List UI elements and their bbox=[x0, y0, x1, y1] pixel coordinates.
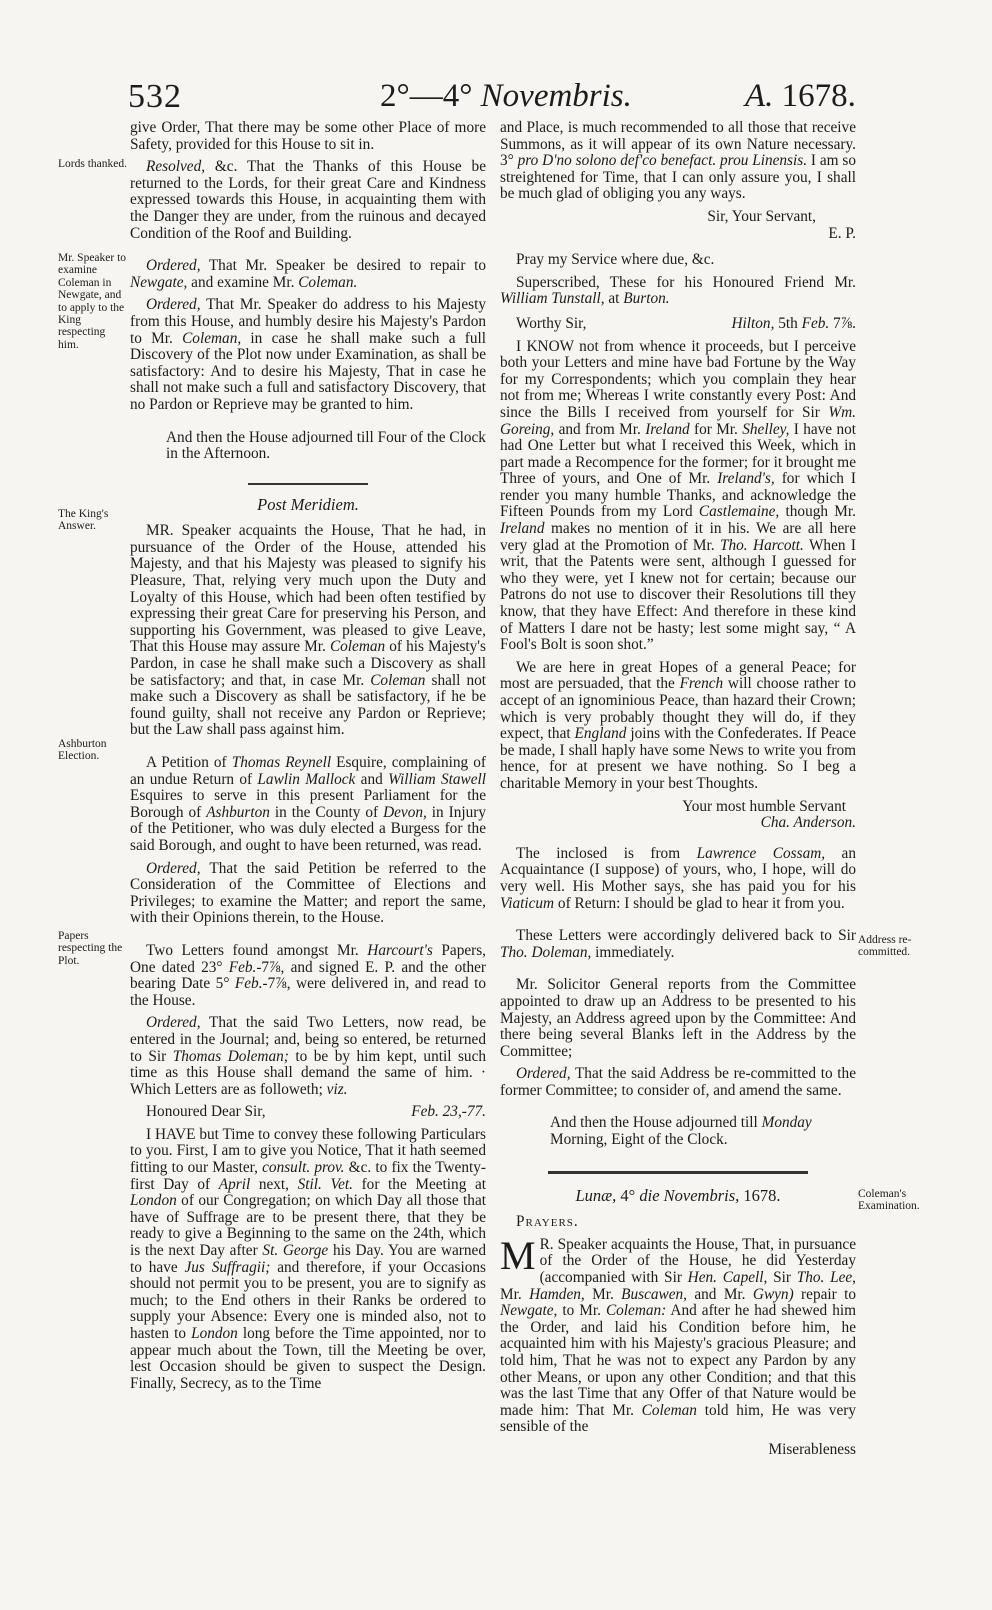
paragraph: Ordered, That the said Petition be referred to the Consideration of the Committee of Elections and Privileges; to examine the Matter; and report the same, with their Opinions therein, to the House. bbox=[130, 859, 486, 927]
letter-signoff: Sir, Your Servant, bbox=[707, 207, 816, 225]
running-title: 2°—4° Novembris. bbox=[380, 78, 632, 114]
superscription: Superscribed, These for his Honoured Friend Mr. William Tunstall, at Burton. bbox=[500, 273, 856, 308]
adjournment: And then the House adjourned till Four of the Clock in the Afternoon. bbox=[166, 428, 486, 463]
page-number: 532 bbox=[128, 78, 182, 115]
letter-body: and Place, is much recommended to all those that receive Summons, as it will appear of its own Nature necessary. 3° pro D'no solono def'co benefact. prou Linensis. I am so streightened for Time, that I can only assure you, I shall be much glad of obliging you any ways. bbox=[500, 119, 856, 203]
section-rule bbox=[548, 1171, 808, 1174]
margin-note-coleman: Coleman's Examination. bbox=[858, 1188, 920, 1213]
section-rule bbox=[248, 483, 368, 485]
margin-note-ashburton: Ashburton Election. bbox=[58, 738, 107, 763]
paragraph: M R. Speaker acquaints the House, That, in pursuance of the Order of the House, he did Yesterday (accompanied with Sir Hen. Capell, Sir Tho. Lee, Mr. Hamden, Mr. Buscawen, and Mr. Gwyn) repair to Newgate, to Mr. Coleman: And after he had shewed him the Order, and laid his Condition before him, he acquainted him with his Majesty's gracious Pleasure; and told him, That he was not to expect any Pardon by any other Means, or upon any other Condition; and that this was the last Time that any Offer of that Nature would be made him: That Mr. Coleman told him, He was very sensible of the bbox=[500, 1232, 857, 1436]
letter-salutation: Honoured Dear Sir, Feb. 23,-77. bbox=[146, 1103, 486, 1121]
left-column bbox=[130, 120, 486, 1398]
adjournment: And then the House adjourned till Monday Morning, Eight of the Clock. bbox=[550, 1114, 812, 1149]
paragraph: Resolved, &c. That the Thanks of this House be returned to the Lords, for their great Care and Kindness expressed towards this House, in acquainting them with the Danger they are under, from the ruinous and decayed Condition of the Roof and Building. bbox=[130, 158, 486, 242]
paragraph: These Letters were accordingly delivered back to Sir Tho. Doleman, immediately. bbox=[500, 927, 856, 961]
margin-note-papers: Papers respecting the Plot. bbox=[58, 930, 123, 967]
paragraph: give Order, That there may be some other Place of more Safety, provided for this House to sit in. bbox=[130, 119, 486, 153]
letter-body: We are here in great Hopes of a general Peace; for most are persuaded, that the French will choose rather to accept of an ignominious Peace, than hazard their Crown; which is very probably thought they will do, if they expect, that England joins with the Confederates. If Peace be made, I shall haply have some News to write you from hence, for at present we have nothing. So I beg a charitable Memory in your best Thoughts. bbox=[500, 658, 856, 792]
postscript: Pray my Service where due, &c. bbox=[516, 251, 715, 269]
paragraph: Mr. Solicitor General reports from the Committee appointed to draw up an Address to be presented to his Majesty, an Address agreed upon by the Committee: And there being several Blanks left in the Address by the Committee; bbox=[500, 976, 856, 1060]
letter-body: I KNOW not from whence it proceeds, but I perceive both your Letters and mine have bad Fortune by the Way for my Correspondents; which you complain they hear not from me; Whereas I write constantly every Post: And since the Bills I received from yourself for Sir Wm. Goreing, and from Mr. Ireland for Mr. Shelley, I have not had One Letter but what I received this Week, which in part made a Recompence for the former; for it brought me Three of yours, and One of Mr. Ireland's, for which I render you many humble Thanks, and acknowledge the Fifteen Pounds from my Lord Castlemaine, though Mr. Ireland makes no mention of it in his. We are all here very glad at the Promotion of Mr. Tho. Harcott. When I writ, that the Patents were sent, although I guessed for who they were, yet I knew not for certain; because our Patrons do not use to discover their Resolutions till they know, that they have Effect: And therefore in these kind of Matters I dare not be hasty; lest some might say, “ A Fool's Bolt is soon shot.” bbox=[500, 337, 857, 654]
catchword: Miserableness bbox=[768, 1440, 856, 1458]
margin-note-address: Address re-committed. bbox=[858, 934, 912, 959]
paragraph: Ordered, That the said Two Letters, now read, be entered in the Journal; and, being so entered, be returned to Sir Thomas Doleman; to be by him kept, until such time as this House shall demand the same of him. · Which Letters are as followeth; viz. bbox=[130, 1014, 487, 1098]
right-column bbox=[500, 120, 856, 1459]
letter-signature: Cha. Anderson. bbox=[760, 814, 856, 832]
drop-capital: M bbox=[500, 1232, 536, 1278]
margin-note-kings-answer: The King's Answer. bbox=[58, 508, 109, 533]
section-heading: Lunæ, 4° die Novembris, 1678. bbox=[575, 1185, 781, 1205]
prayers-heading: Prayers. bbox=[516, 1213, 579, 1231]
letter-body: I HAVE but Time to convey these following Particulars to you. First, I am to give you Notice, That it hath seemed fitting to our Master, consult. prov. &c. to fix the Twenty-first Day of April next, Stil. Vet. for the Meeting at London of our Congregation; on which Day all those that have of Suffrage are to be present there, that they be ready to give a Beginning to the same on the 24th, which is the next Day after St. George his Day. You are warned to have Jus Suffragii; and therefore, if your Occasions should not permit you to be present, you are to signify as much; to the End others in their Ranks be ordered to supply your Absence: Every one is minded also, not to hasten to London long before the Time appointed, nor to appear much about the Town, till the Meeting be over, lest Occasion should be given to suspect the Design. Finally, Secrecy, as to the Time bbox=[130, 1125, 487, 1392]
section-heading: Post Meridiem. bbox=[257, 494, 359, 514]
letter-signature: E. P. bbox=[828, 224, 856, 242]
running-year: A. 1678. bbox=[745, 78, 856, 114]
paragraph: The inclosed is from Lawrence Cossam, an Acquaintance (I suppose) of yours, who, I hope, will do very well. His Mother says, she has paid you for his Viaticum of Return: I should be glad to hear it from you. bbox=[500, 844, 856, 912]
letter-signoff: Your most humble Servant bbox=[682, 797, 846, 815]
paragraph: Ordered, That Mr. Speaker be desired to repair to Newgate, and examine Mr. Coleman. bbox=[130, 257, 486, 291]
letter-salutation: Worthy Sir, Hilton, 5th Feb. 7⅞. bbox=[516, 314, 856, 332]
paragraph: MR. Speaker acquaints the House, That he had, in pursuance of the Order of the House, attended his Majesty, and that his Majesty was pleased to signify his Pleasure, That, relying very much upon the Duty and Loyalty of this House, which had been often testified by expressing their great Care for preserving his Person, and supporting his Government, was pleased to give Leave, That this House may assure Mr. Coleman of his Majesty's Pardon, in case he shall make such a Discovery as shall be satisfactory; and that, in case Mr. Coleman shall not make such a Discovery as shall be satisfactory, if he be found guilty, shall not receive any Pardon or Reprieve; but the Law shall pass against him. bbox=[130, 522, 487, 739]
margin-note-speaker-examine: Mr. Speaker to examine Coleman in Newgate, and to apply to the King respecting him. bbox=[58, 252, 127, 351]
paragraph: Two Letters found amongst Mr. Harcourt's Papers, One dated 23° Feb.-7⅞, and signed E. P. and the other bearing Date 5° Feb.-7⅞, were delivered in, and read to the House. bbox=[130, 941, 487, 1009]
paragraph: Ordered, That the said Address be re-committed to the former Committee; to consider of, and amend the same. bbox=[500, 1065, 856, 1099]
paragraph: Ordered, That Mr. Speaker do address to his Majesty from this House, and humbly desire his Majesty's Pardon to Mr. Coleman, in case he shall make such a full Discovery of the Plot now under Examination, as shall be satisfactory: And to desire his Majesty, That in case he shall not make such a full and satisfactory Discovery, that no Pardon or Reprieve may be granted to him. bbox=[130, 296, 486, 413]
paragraph: A Petition of Thomas Reynell Esquire, complaining of an undue Return of Lawlin Mallock and William Stawell Esquires to serve in this present Parliament for the Borough of Ashburton in the County of Devon, in Injury of the Petitioner, who was duly elected a Burgess for the said Borough, and ought to have been returned, was read. bbox=[130, 754, 486, 854]
margin-note-lords-thanked: Lords thanked. bbox=[58, 158, 127, 170]
